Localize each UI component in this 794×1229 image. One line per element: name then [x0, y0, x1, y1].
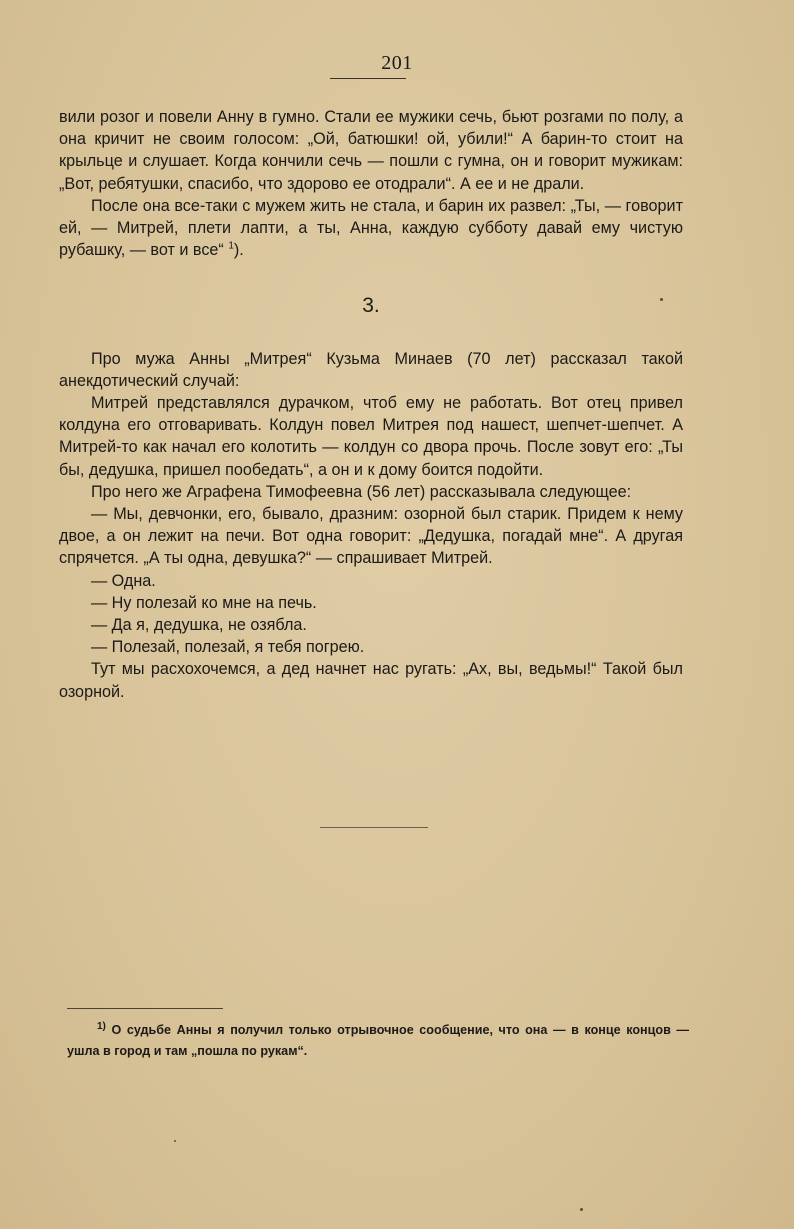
paragraph: Митрей представлялся дурачком, чтоб ему не работать. Вот отец привел колдуна его отговаривать. Колдун повел Митрея под нашест, шепчет-шепчет. А Митрей-то как начал его колотить — колдун со двора прочь. После зовут его: „Ты бы, дедушка, пришел пообедать“, а он и к дому боится подойти. — [59, 394, 683, 479]
paragraph: вили розог и повели Анну в гумно. Стали ее мужики сечь, бьют розгами по полу, а она кричит не своим голосом: „Ой, батюшки! ой, убили!“ А барин-то стоит на крыльце и слушает. Когда кончили сечь — пошли с гумна, он и говорит мужикам: „Вот, ребятушки, спасибо, что здорово ее отодрали“. А ее и не драли. — [59, 108, 683, 193]
page-number: 201 — [381, 52, 413, 74]
paper-speck — [660, 298, 663, 301]
paragraph-text: После она все-таки с мужем жить не стала, и барин их развел: „Ты, — говорит ей, — Митрей, плети лапти, а ты, Анна, каждую субботу давай ему чистую рубашку, — вот и все“ — [59, 196, 683, 260]
footnote-text: О судьбе Анны я получил только отрывочное сообщение, что она — в конце концов — ушла в город и там „пошла по рукам“. — [67, 1023, 689, 1058]
page-number-rule — [330, 78, 406, 79]
footnote-ref: 1 — [228, 240, 234, 252]
paragraph — [59, 195, 683, 262]
paper-speck — [580, 1208, 583, 1211]
dialogue-line: — Да я, дедушка, не озябла. — [91, 616, 307, 635]
end-rule — [320, 827, 428, 828]
paragraph: — Мы, девчонки, его, бывало, дразним: озорной был старик. Придем к нему двое, а он лежит на печи. Вот одна говорит: „Дедушка, погадай мне“. А другая спрячется. „А ты одна, девушка?“ — спрашивает Митрей. — [59, 505, 683, 568]
footnote-marker: 1) — [97, 1020, 106, 1032]
dialogue-line: — Полезай, полезай, я тебя погрею. — [91, 638, 365, 657]
paragraph: Про него же Аграфена Тимофеевна (56 лет) рассказывала следующее: — [91, 482, 632, 501]
paragraph: Тут мы расхохочемся, а дед начнет нас ругать: „Ах, вы, ведьмы!“ Такой был озорной. — [59, 660, 683, 701]
body-text — [59, 106, 683, 703]
dialogue-line: — Ну полезай ко мне на печь. — [91, 593, 317, 612]
footnote-ref-tail: ). — [233, 241, 244, 260]
footnote-rule — [67, 1008, 223, 1009]
dialogue-line: — Одна. — [91, 571, 156, 590]
paragraph: Про мужа Анны „Митрея“ Кузьма Минаев (70 лет) рассказал такой анекдотический случай: — [59, 349, 683, 390]
paper-speck — [174, 1140, 176, 1142]
section-heading: 3. — [362, 294, 380, 318]
footnote — [67, 1020, 689, 1062]
